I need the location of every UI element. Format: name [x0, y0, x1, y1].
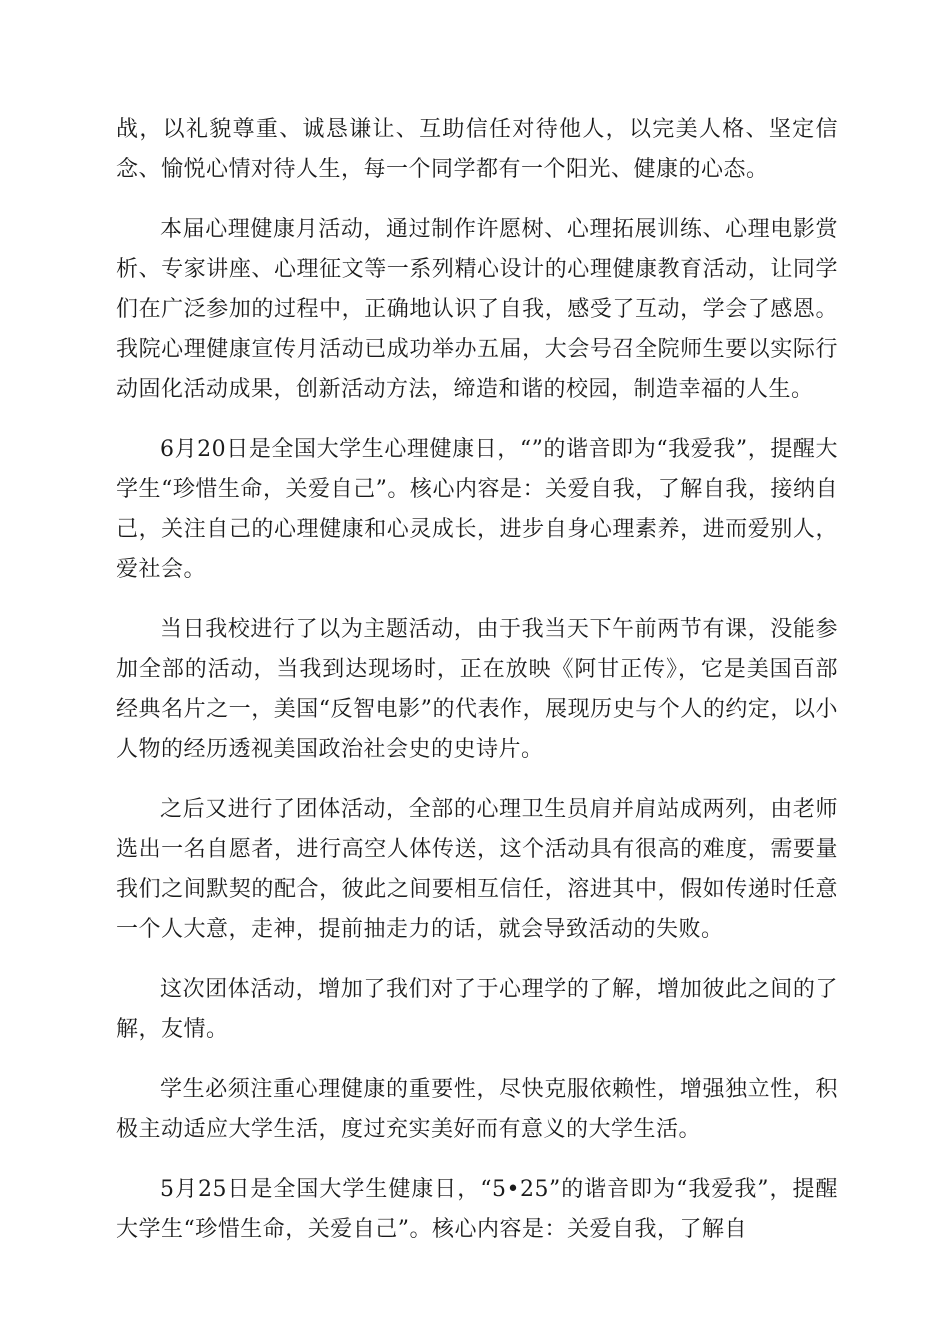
paragraph-4: 当日我校进行了以为主题活动，由于我当天下午前两节有课，没能参加全部的活动，当我到达现场时，正在放映《阿甘正传》，它是美国百部经典名片之一，美国“反智电影”的代表作，展现历史与个人的约定，以小人物的经历透视美国政治社会史的史诗片。	[116, 617, 838, 762]
paragraph-3: 6月20日是全国大学生心理健康日，“”的谐音即为“我爱我”，提醒大学生“珍惜生命，关爱自己”。核心内容是：关爱自我，了解自我，接纳自己，关注自己的心理健康和心灵成长，进步自身心理素养，进而爱别人，爱社会。	[116, 437, 838, 582]
paragraph-5: 之后又进行了团体活动，全部的心理卫生员肩并肩站成两列，由老师选出一名自愿者，进行高空人体传送，这个活动具有很高的难度，需要量我们之间默契的配合，彼此之间要相互信任，溶进其中，假如传递时任意一个人大意，走神，提前抽走力的话，就会导致活动的失败。	[116, 797, 838, 942]
paragraph-1: 战，以礼貌尊重、诚恳谦让、互助信任对待他人，以完美人格、坚定信念、愉悦心情对待人生，每一个同学都有一个阳光、健康的心态。	[116, 117, 838, 182]
document-body	[116, 110, 838, 1270]
paragraph-8: 5月25日是全国大学生健康日，“5•25”的谐音即为“我爱我”，提醒大学生“珍惜生命，关爱自己”。核心内容是：关爱自我，了解自	[116, 1177, 838, 1242]
paragraph-7: 学生必须注重心理健康的重要性，尽快克服依赖性，增强独立性，积极主动适应大学生活，度过充实美好而有意义的大学生活。	[116, 1077, 838, 1142]
paragraph-2: 本届心理健康月活动，通过制作许愿树、心理拓展训练、心理电影赏析、专家讲座、心理征文等一系列精心设计的心理健康教育活动，让同学们在广泛参加的过程中，正确地认识了自我，感受了互动，学会了感恩。我院心理健康宣传月活动已成功举办五届，大会号召全院师生要以实际行动固化活动成果，创新活动方法，缔造和谐的校园，制造幸福的人生。	[116, 217, 838, 402]
paragraph-6: 这次团体活动，增加了我们对了于心理学的了解，增加彼此之间的了解，友情。	[116, 977, 838, 1042]
